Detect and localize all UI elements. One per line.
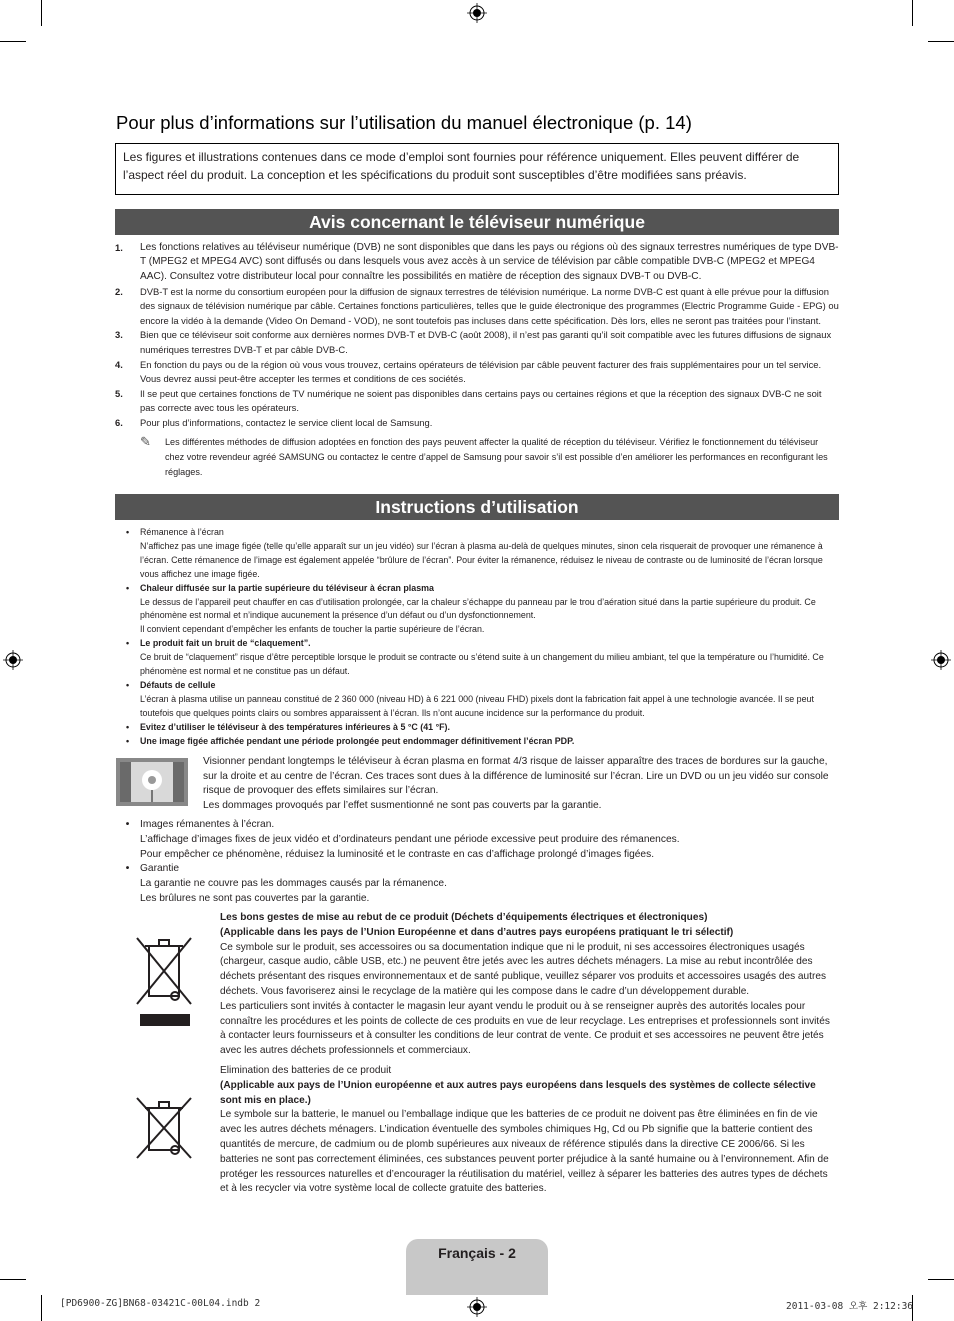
bullet-icon: •	[125, 679, 130, 690]
bullet-body: L’affichage d’images fixes de jeux vidéo et d’ordinateurs pendant une période excessive peut produire des rémanences.	[140, 833, 680, 845]
paragraph: Ce symbole sur le produit, ses accessoires ou sa documentation indique que ni le produit, ni ses accessoires électroniques usagés (chargeur, casque audio, câble USB, etc.) ne peuvent être jetés avec les autres déchets ménagers. La mise au rebut incontrôlée des déchets présentant des risques environnementaux et de santé publique, veuillez séparer vos produits et accessoires usagés des autres déchets. Vous favoriserez ainsi le recyclage de la matière qui les compose dans le cadre d’un développement durable.	[220, 941, 826, 997]
screen-burn-illustration	[116, 758, 188, 806]
paragraph: Les particuliers sont invités à contacter le magasin leur ayant vendu le produit ou à se renseigner auprès des autorités locales pour connaître les procédures et les points de collecte de ces produits en vue de leur recyclage. Les entreprises et professionnels sont invités à contacter leurs fournisseurs et à consulter les conditions de leur contrat de vente. Ce produit et ses accessoires ne peuvent être jetés avec les autres déchets professionnels et commerciaux.	[220, 1000, 830, 1057]
bullet-body: Les brûlures ne sont pas couvertes par la garantie.	[140, 892, 370, 904]
registration-mark-icon	[467, 3, 487, 23]
weee-subtitle: (Applicable aux pays de l’Union européenne et aux autres pays européens dans lesquels des systèmes de collecte sélective sont mis en place.)	[220, 1079, 816, 1106]
bullet-heading: Chaleur diffusée sur la partie supérieure du téléviseur à écran plasma	[140, 582, 434, 593]
numbered-list	[115, 241, 839, 480]
section-heading-digital-tv: Avis concernant le téléviseur numérique	[115, 209, 839, 235]
item-text: En fonction du pays ou de la région où vous vous trouvez, certains opérateurs de télévision par câble peuvent facturer des frais supplémentaires pour un tel service. Vous devrez aussi peut-être accepter les termes et conditions de ces sociétés.	[140, 358, 822, 385]
paragraph: Visionner pendant longtemps le téléviseur à écran plasma en format 4/3 risque de laisser apparaître des traces de bordures sur la gauche, sur la droite et au centre de l’écran. Ces traces sont dues à la différence de luminosité sur l’écran. Lire un DVD ou un jeu vidéo sur console risque de provoquer des effets similaires sur l’écran.	[203, 756, 829, 796]
item-number: 1.	[115, 242, 123, 253]
bullet-body: L’écran à plasma utilise un panneau constitué de 2 360 000 (niveau HD) à 6 221 000 (niveau FHD) pixels dont la fabrication fait appel à une technologie avancée. Il se peut toutefois que quelques points clairs ou sombres apparaissent à l’écran. Ils n’ont aucune incidence sur la performance du produit.	[140, 693, 814, 718]
crop-mark	[0, 1279, 26, 1280]
item-number: 2.	[115, 285, 123, 297]
screen-burn-text	[203, 755, 839, 813]
list-item	[115, 679, 839, 721]
bullet-heading: Défauts de cellule	[140, 679, 216, 690]
bullet-icon: •	[125, 735, 130, 746]
item-text: Bien que ce téléviseur soit conforme aux dernières normes DVB-T et DVB-C (août 2008), il n’est pas garanti qu’il soit compatible avec les futures diffusions de signaux numériques terrestres DVB-T et par câble DVB-C.	[140, 329, 832, 355]
registration-mark-icon	[3, 650, 23, 670]
paragraph: Le symbole sur la batterie, le manuel ou l’emballage indique que les batteries de ce produit ne doivent pas être éliminées en fin de vie avec les autres déchets ménagers. L’indication éventuelle des symboles chimiques Hg, Cd ou Pb signifie que la batterie contient des quantités de mercure, de cadmium ou de plomb supérieures aux niveaux de référence stipulés dans la directive CE 2006/66. Si les batteries ne sont pas correctement éliminées, ces substances peuvent porter préjudice à la santé humaine ou à l’environnement. Afin de protéger les ressources naturelles et d’encourager la réutilisation du matériel, veillez à séparer les batteries des autres types de déchets et à les recycler via votre système local de collecte gratuite des batteries.	[220, 1109, 829, 1195]
bullet-icon: •	[125, 819, 130, 830]
item-text: Il se peut que certaines fonctions de TV numérique ne soient pas disponibles dans certains pays ou certaines régions et que la réception des signaux DVB-C ne soit pas correcte avec tous les opérateurs.	[140, 388, 822, 414]
bullet-body: La garantie ne couvre pas les dommages causés par la rémanence.	[140, 878, 447, 890]
item-text: Pour plus d’informations, contactez le service client local de Samsung.	[140, 417, 433, 429]
paragraph: Les dommages provoqués par l’effet susmentionné ne sont pas couverts par la garantie.	[203, 799, 602, 811]
print-slug-file: [PD6900-ZG]BN68-03421C-00L04.indb 2	[60, 1298, 261, 1309]
bullet-body: Il convient cependant d’empêcher les enfants de toucher la partie supérieure de l’écran.	[140, 624, 485, 635]
crop-mark	[41, 1295, 42, 1321]
pencil-note-icon: ✎	[140, 433, 151, 449]
weee-title: Les bons gestes de mise au rebut de ce produit (Déchets d’équipements électriques et électroniques)	[220, 912, 708, 923]
list-item	[115, 416, 839, 430]
bullet-icon: •	[125, 527, 130, 537]
weee-subtitle: (Applicable dans les pays de l’Union Européenne et dans d’autres pays européens pratiquant le tri sélectif)	[220, 926, 734, 938]
bullet-body: Pour empêcher ce phénomène, réduisez la luminosité et le contraste en cas d’affichage prolongé d’images figées.	[140, 848, 655, 860]
item-number: 4.	[115, 358, 123, 370]
list-item	[115, 862, 839, 906]
note-text: Les différentes méthodes de diffusion adoptées en fonction des pays peuvent affecter la qualité de réception du téléviseur. Vérifiez le fonctionnement du téléviseur chez votre revendeur agréé SAMSUNG ou contactez le centre d’appel de Samsung pour savoir s’il est possible d’en améliorer les performances en reconfigurant les réglages.	[165, 436, 828, 477]
list-item	[115, 735, 839, 749]
bullet-heading: Le produit fait un bruit de “claquement”.	[140, 638, 311, 649]
crossed-battery-bin-icon	[135, 1094, 193, 1160]
page-title: Pour plus d’informations sur l’utilisation du manuel électronique (p. 14)	[116, 112, 692, 133]
bullet-heading: Garantie	[140, 863, 180, 875]
section-heading-instructions: Instructions d’utilisation	[115, 494, 839, 520]
list-item	[115, 637, 839, 679]
bullet-body: Ce bruit de “claquement” risque d’être perceptible lorsque le produit se contracte ou s’étend suite à un changement du milieu ambiant, tel que la température ou l’humidité. Ce phénomène est normal et ne constitue pas un défaut.	[140, 652, 824, 677]
retention-list	[115, 818, 839, 907]
print-slug-date: 2011-03-08 오후 2:12:36	[786, 1301, 914, 1312]
bullet-icon: •	[125, 638, 130, 649]
registration-mark-icon	[467, 1297, 487, 1317]
crop-mark	[928, 41, 954, 42]
bullet-body: N’affichez pas une image figée (telle qu’elle apparaît sur un jeu vidéo) sur l’écran à plasma au-delà de quelques minutes, sinon cela risquerait de provoquer une rémanence à l’écran. Cette rémanence de l’image est également appelée “brûlure de l’écran”. Pour éviter la rémanence, réduisez le niveau de contraste ou de luminosité de l’écran lorsque vous affichez une image figée.	[140, 540, 823, 579]
list-item	[115, 241, 839, 284]
item-number: 3.	[115, 329, 123, 341]
list-item	[115, 582, 839, 638]
crop-mark	[0, 41, 26, 42]
crossed-bin-icon	[135, 932, 193, 1028]
list-item	[115, 526, 839, 582]
note	[140, 435, 839, 480]
item-text: DVB-T est la norme du consortium européen pour la diffusion de signaux terrestres de télévision numérique. La norme DVB-C est quant à elle prévue pour la diffusion des signaux de télévision numérique par câble. Certaines fonctions particulières, telles que le guide électronique des programmes (Electric Programme Guide - EPG) ou encore la vidéo à la demande (Video On Demand - VOD), ne sont toutefois pas incluses dans cette spécification. Dès lors, elles ne seront pas traitées pour l’instant.	[140, 285, 839, 326]
crop-mark	[928, 1279, 954, 1280]
list-item	[115, 818, 839, 862]
list-item	[115, 328, 839, 357]
list-item	[115, 358, 839, 387]
registration-mark-icon	[931, 650, 951, 670]
instructions-list	[115, 526, 839, 749]
bullet-icon: •	[125, 721, 130, 732]
item-number: 5.	[115, 388, 123, 400]
list-item	[115, 721, 839, 735]
list-item	[115, 285, 839, 328]
bullet-icon: •	[125, 863, 130, 875]
bullet-heading: Evitez d’utiliser le téléviseur à des températures inférieures à 5 °C (41 °F).	[140, 721, 450, 732]
weee-product-section	[220, 911, 838, 1059]
crop-mark	[912, 0, 913, 26]
page-number: Français - 2	[438, 1245, 516, 1261]
bullet-icon: •	[125, 582, 130, 593]
bullet-heading: Images rémanentes à l’écran.	[140, 819, 275, 830]
disclaimer-box: Les figures et illustrations contenues dans ce mode d’emploi sont fournies pour référence uniquement. Elles peuvent différer de l’aspect réel du produit. La conception et les spécifications du produit sont susceptibles d’être modifiées sans préavis.	[115, 143, 839, 195]
weee-battery-section	[220, 1064, 838, 1197]
bullet-heading: Rémanence à l’écran	[140, 527, 224, 537]
list-item	[115, 387, 839, 416]
item-number: 6.	[115, 417, 123, 429]
item-text: Les fonctions relatives au téléviseur numérique (DVB) ne sont disponibles que dans les pays ou régions où des signaux terrestres numériques de type DVB-T (MPEG2 et MPEG4 AVC) sont diffusés ou dans lesquels vous avez accès à un service de télévision par câble compatible DVB-C (MPEG2 et MPEG4 AAC). Consultez votre distributeur local pour connaître les possibilités en matière de réception des signaux DVB-T ou DVB-C.	[140, 242, 839, 282]
crop-mark	[41, 0, 42, 26]
bullet-body: Le dessus de l’appareil peut chauffer en cas d’utilisation prolongée, car la chaleur s’échappe du panneau par le trou d’aération situé dans la partie supérieure du produit. Ce phénomène est normal et n’indique aucunement la présence d’un défaut ou d’un dysfonctionnement.	[140, 596, 816, 621]
bullet-heading: Une image figée affichée pendant une période prolongée peut endommager définitivement l’écran PDP.	[140, 735, 575, 746]
weee-title: Elimination des batteries de ce produit	[220, 1065, 392, 1076]
